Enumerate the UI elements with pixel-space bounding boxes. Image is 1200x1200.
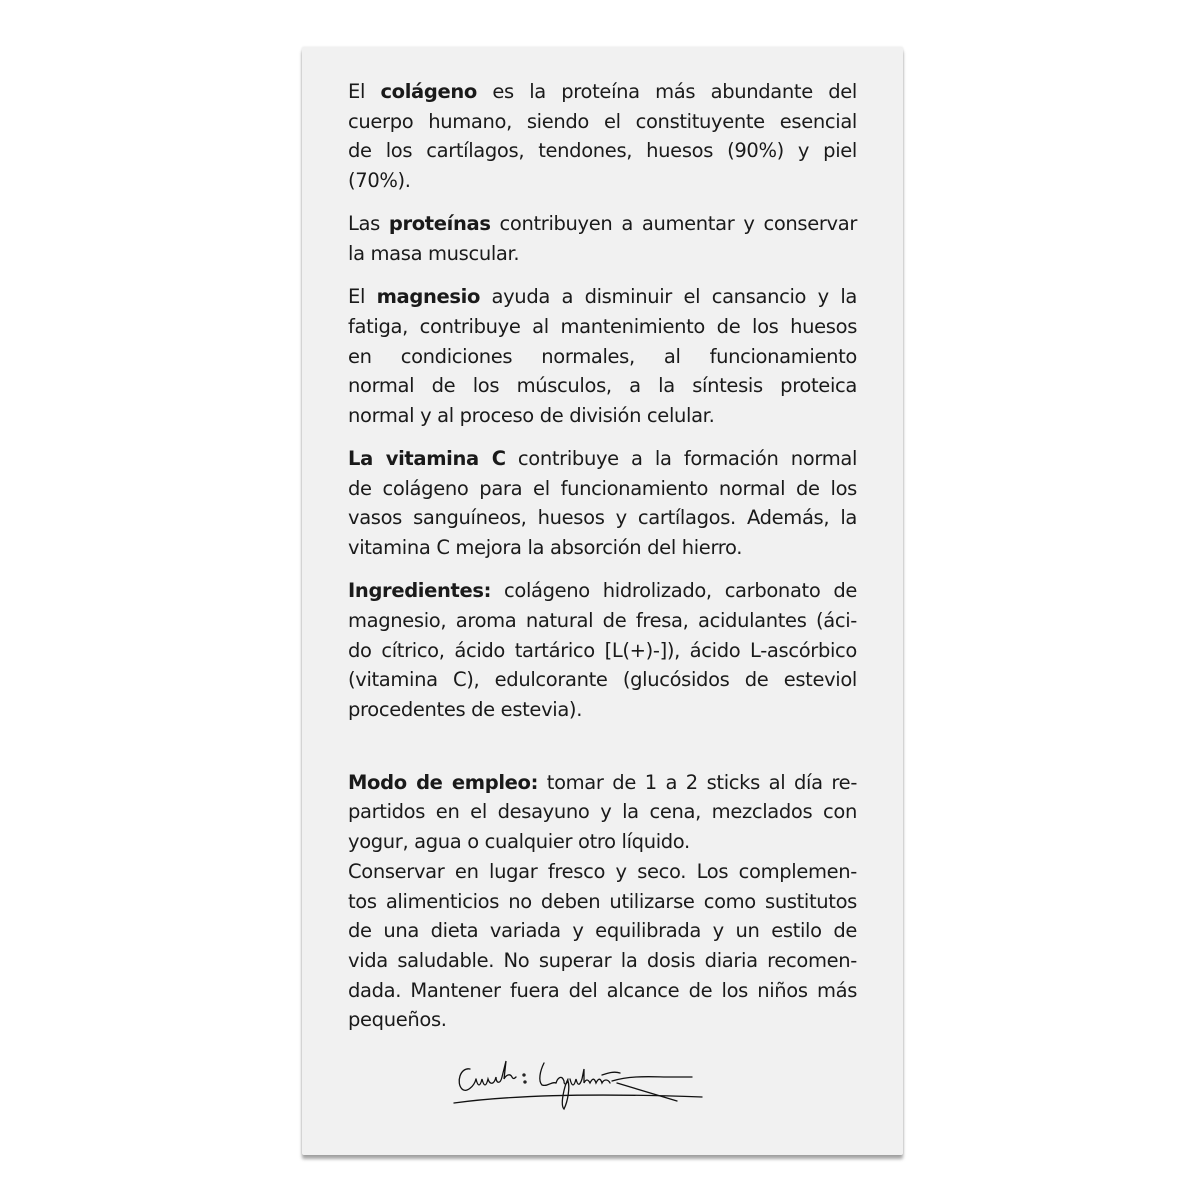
text-line: partidos en el desayuno y la cena, mezclados con	[348, 800, 857, 824]
text-line: en condiciones normales, al funcionamiento	[348, 344, 857, 368]
paragraph	[348, 282, 857, 430]
text-line: de colágeno para el funcionamiento normal de los	[348, 476, 857, 500]
text-line: tos alimenticios no deben utilizarse como sustitutos	[348, 889, 857, 913]
text-line: fatiga, contribuye al mantenimiento de los huesos	[348, 314, 857, 338]
text-line	[348, 444, 857, 474]
text-segment: ayuda a disminuir el cansancio y la	[480, 285, 858, 309]
paragraph	[348, 768, 857, 857]
text-segment: tomar de 1 a 2 sticks al día re-	[538, 770, 858, 794]
text-line: vida saludable. No superar la dosis diaria recomen-	[348, 948, 857, 972]
text-line: yogur, agua o cualquier otro líquido.	[348, 830, 690, 854]
bold-term: Ingredientes:	[348, 579, 492, 603]
bold-term: La vitamina C	[348, 447, 506, 471]
text-line: la masa muscular.	[348, 241, 520, 265]
text-line	[348, 282, 857, 312]
text-line: Conservar en lugar fresco y seco. Los complemen-	[348, 859, 857, 883]
text-line	[348, 768, 857, 798]
product-information-text	[348, 77, 857, 1048]
text-segment: El	[348, 285, 377, 309]
text-line: normal de los músculos, a la síntesis proteica	[348, 374, 857, 398]
text-line: pequeños.	[348, 1008, 447, 1032]
text-line: de los cartílagos, tendones, huesos (90%) y piel	[348, 139, 857, 163]
text-line: normal y al proceso de división celular.	[348, 403, 715, 427]
text-line	[348, 576, 857, 606]
handwritten-signature	[452, 1055, 714, 1115]
paragraph	[348, 444, 857, 563]
text-line	[348, 209, 857, 239]
text-line: vitamina C mejora la absorción del hierro.	[348, 536, 743, 560]
text-segment: contribuye a la formación normal	[505, 447, 858, 471]
text-line: (70%).	[348, 169, 411, 193]
text-line: (vitamina C), edulcorante (glucósidos de esteviol	[348, 668, 857, 692]
text-line: magnesio, aroma natural de fresa, acidulantes (áci-	[348, 609, 857, 632]
bold-term: magnesio	[376, 285, 480, 309]
text-line: cuerpo humano, siendo el constituyente esencial	[348, 109, 857, 133]
text-line: do cítrico, ácido tartárico [L(+)-]), ácido L-ascórbico	[348, 638, 857, 662]
text-segment: contribuyen a aumentar y conservar	[490, 212, 857, 236]
text-line	[348, 77, 857, 107]
paragraph	[348, 209, 857, 268]
text-segment: El	[348, 80, 381, 103]
paragraph	[348, 77, 857, 196]
text-segment: colágeno hidrolizado, carbonato de	[491, 579, 857, 603]
text-line: vasos sanguíneos, huesos y cartílagos. Además, la	[348, 506, 857, 530]
text-line: de una dieta variada y equilibrada y un estilo de	[348, 919, 857, 943]
paragraph	[348, 576, 857, 724]
bold-term: colágeno	[380, 80, 477, 103]
text-segment: es la proteína más abundante del	[476, 80, 857, 103]
bold-term: proteínas	[388, 212, 491, 236]
paragraph	[348, 857, 857, 1035]
text-line: procedentes de estevia).	[348, 698, 583, 722]
text-segment: Las	[348, 212, 389, 236]
bold-term: Modo de empleo:	[348, 770, 539, 794]
text-line: dada. Mantener fuera del alcance de los niños más	[348, 978, 857, 1002]
